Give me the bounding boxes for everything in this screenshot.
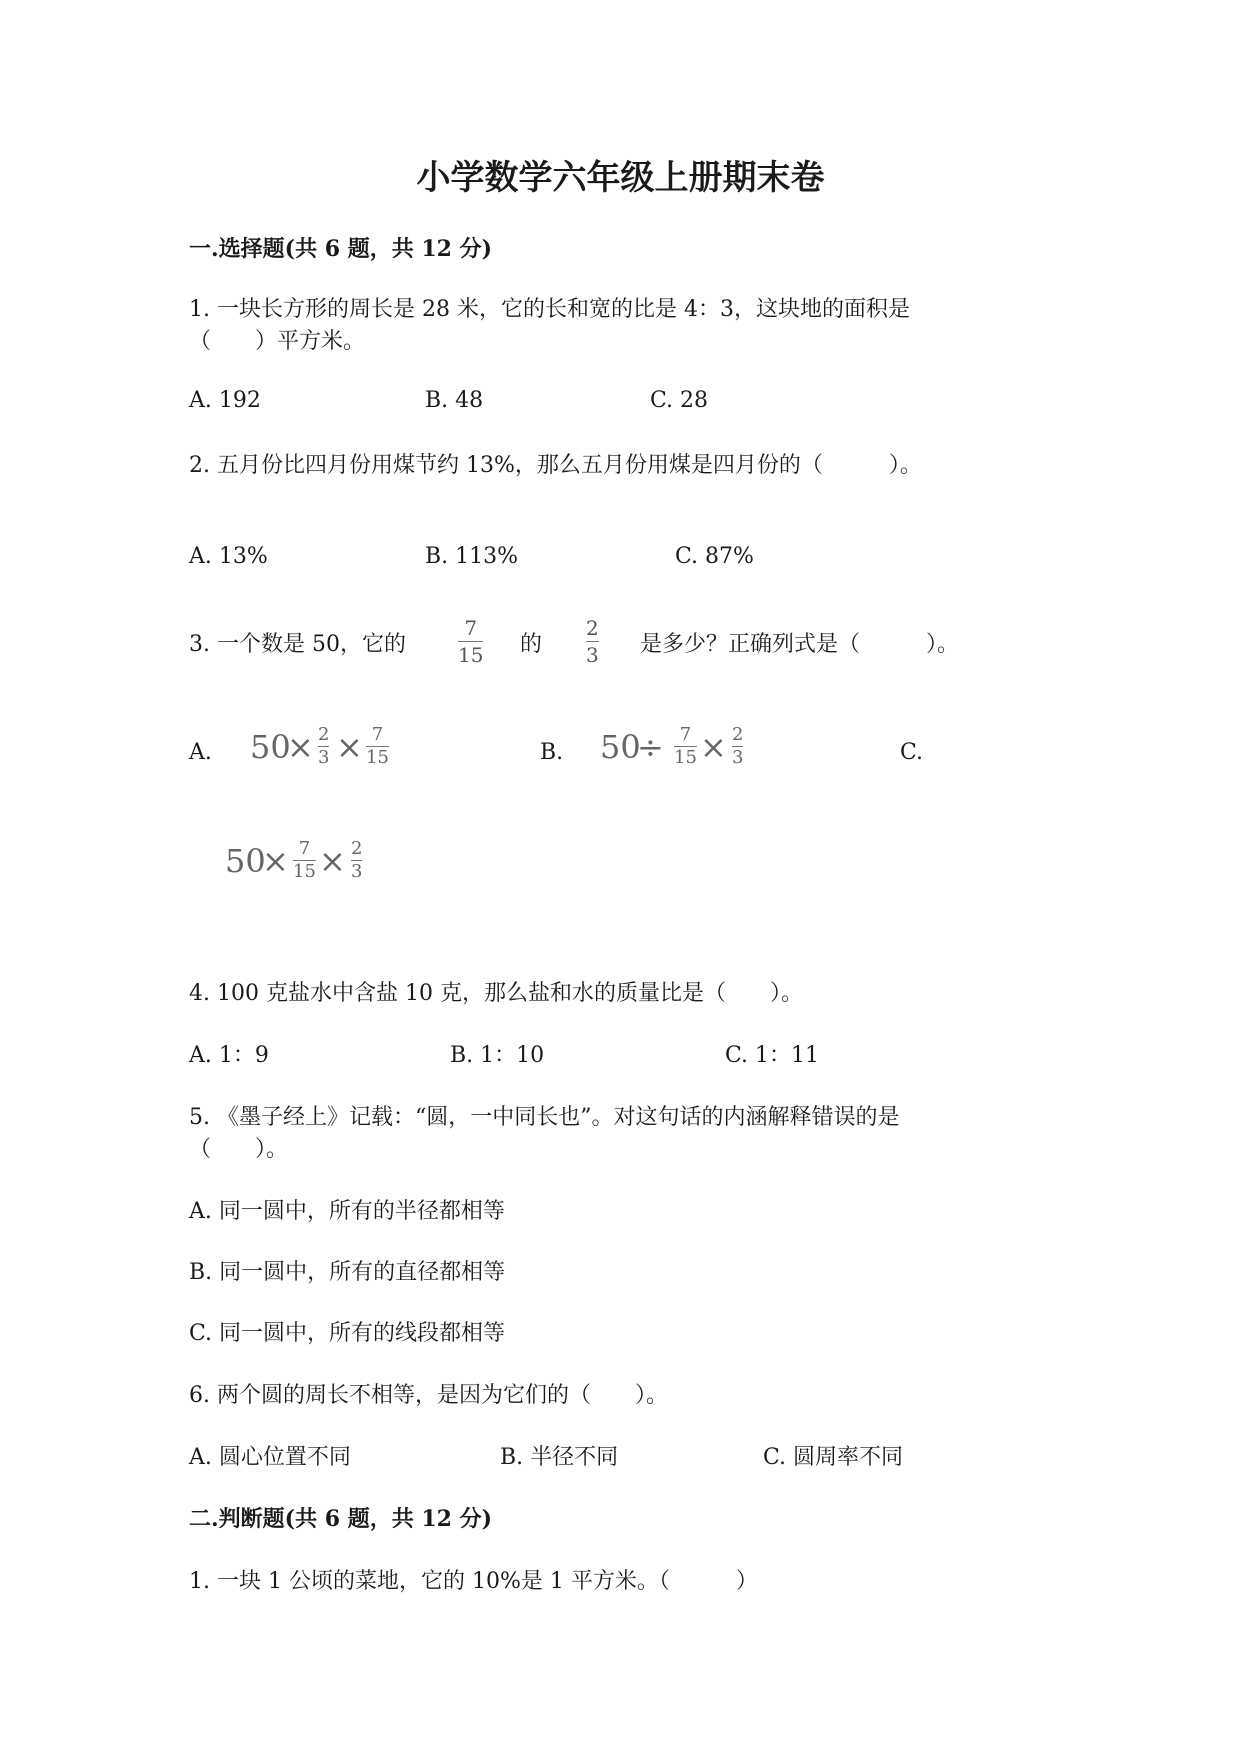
section-heading-judgement: 二.判断题(共 6 题，共 12 分) (189, 1506, 493, 1532)
question-3-expression-a: 50 × 2 3 × 7 15 (250, 724, 389, 768)
question-5-text: 5. 《墨子经上》记载：“圆，一中同长也”。对这句话的内涵解释错误的是 (189, 1105, 900, 1130)
expr-b-fraction-2: 2 3 (732, 724, 744, 768)
question-5-option-b: B. 同一圆中，所有的直径都相等 (189, 1260, 506, 1285)
expr-a-fraction-1: 2 3 (318, 724, 330, 768)
question-2-option-b: B. 113% (425, 544, 519, 569)
question-4-option-b: B. 1：10 (450, 1043, 545, 1068)
expr-a-fraction-2: 7 15 (366, 724, 389, 768)
question-5-option-c: C. 同一圆中，所有的线段都相等 (189, 1321, 506, 1346)
question-3-suffix: 是多少？正确列式是（ ）。 (640, 632, 960, 657)
question-3-option-b-label: B. (540, 740, 564, 765)
question-5-option-a: A. 同一圆中，所有的半径都相等 (189, 1199, 505, 1224)
question-2-option-c: C. 87% (675, 544, 754, 569)
expr-c-fraction-2: 2 3 (351, 838, 363, 882)
section-heading-choice: 一.选择题(共 6 题，共 12 分) (189, 236, 493, 262)
question-6-option-c: C. 圆周率不同 (763, 1445, 904, 1470)
question-1-option-a: A. 192 (189, 388, 261, 413)
question-3-fraction-2-3: 2 3 (586, 616, 599, 667)
question-3-mid: 的 (520, 632, 543, 657)
question-1-option-b: B. 48 (425, 388, 484, 413)
question-3-option-c-label: C. (900, 740, 924, 765)
question-4-option-c: C. 1：11 (725, 1043, 820, 1068)
question-3-expression-b: 50 ÷ 7 15 × 2 3 (600, 724, 744, 768)
question-6-option-b: B. 半径不同 (500, 1445, 619, 1470)
expr-b-fraction-1: 7 15 (674, 724, 697, 768)
question-5-text-cont: （ ）。 (189, 1137, 289, 1162)
question-1-text: 1. 一块长方形的周长是 28 米，它的长和宽的比是 4：3，这块地的面积是 (189, 297, 910, 322)
question-6-option-a: A. 圆心位置不同 (189, 1445, 351, 1470)
question-2-option-a: A. 13% (189, 544, 268, 569)
question-3-fraction-7-15: 7 15 (458, 616, 484, 667)
question-1-text-cont: （ ）平方米。 (189, 329, 366, 354)
question-2-text: 2. 五月份比四月份用煤节约 13%，那么五月份用煤是四月份的（ ）。 (189, 453, 922, 478)
question-4-text: 4. 100 克盐水中含盐 10 克，那么盐和水的质量比是（ ）。 (189, 981, 803, 1006)
page-title: 小学数学六年级上册期末卷 (416, 158, 825, 198)
question-1-option-c: C. 28 (650, 388, 709, 413)
question-6-text: 6. 两个圆的周长不相等，是因为它们的（ ）。 (189, 1383, 668, 1408)
expr-c-fraction-1: 7 15 (293, 838, 316, 882)
question-3-expression-c: 50 × 7 15 × 2 3 (225, 838, 363, 882)
judgement-question-1-text: 1. 一块 1 公顷的菜地，它的 10%是 1 平方米。（ ） (189, 1569, 758, 1594)
question-3-option-a-label: A. (189, 740, 212, 765)
question-4-option-a: A. 1：9 (189, 1043, 269, 1068)
question-3-prefix: 3. 一个数是 50，它的 (189, 632, 406, 657)
